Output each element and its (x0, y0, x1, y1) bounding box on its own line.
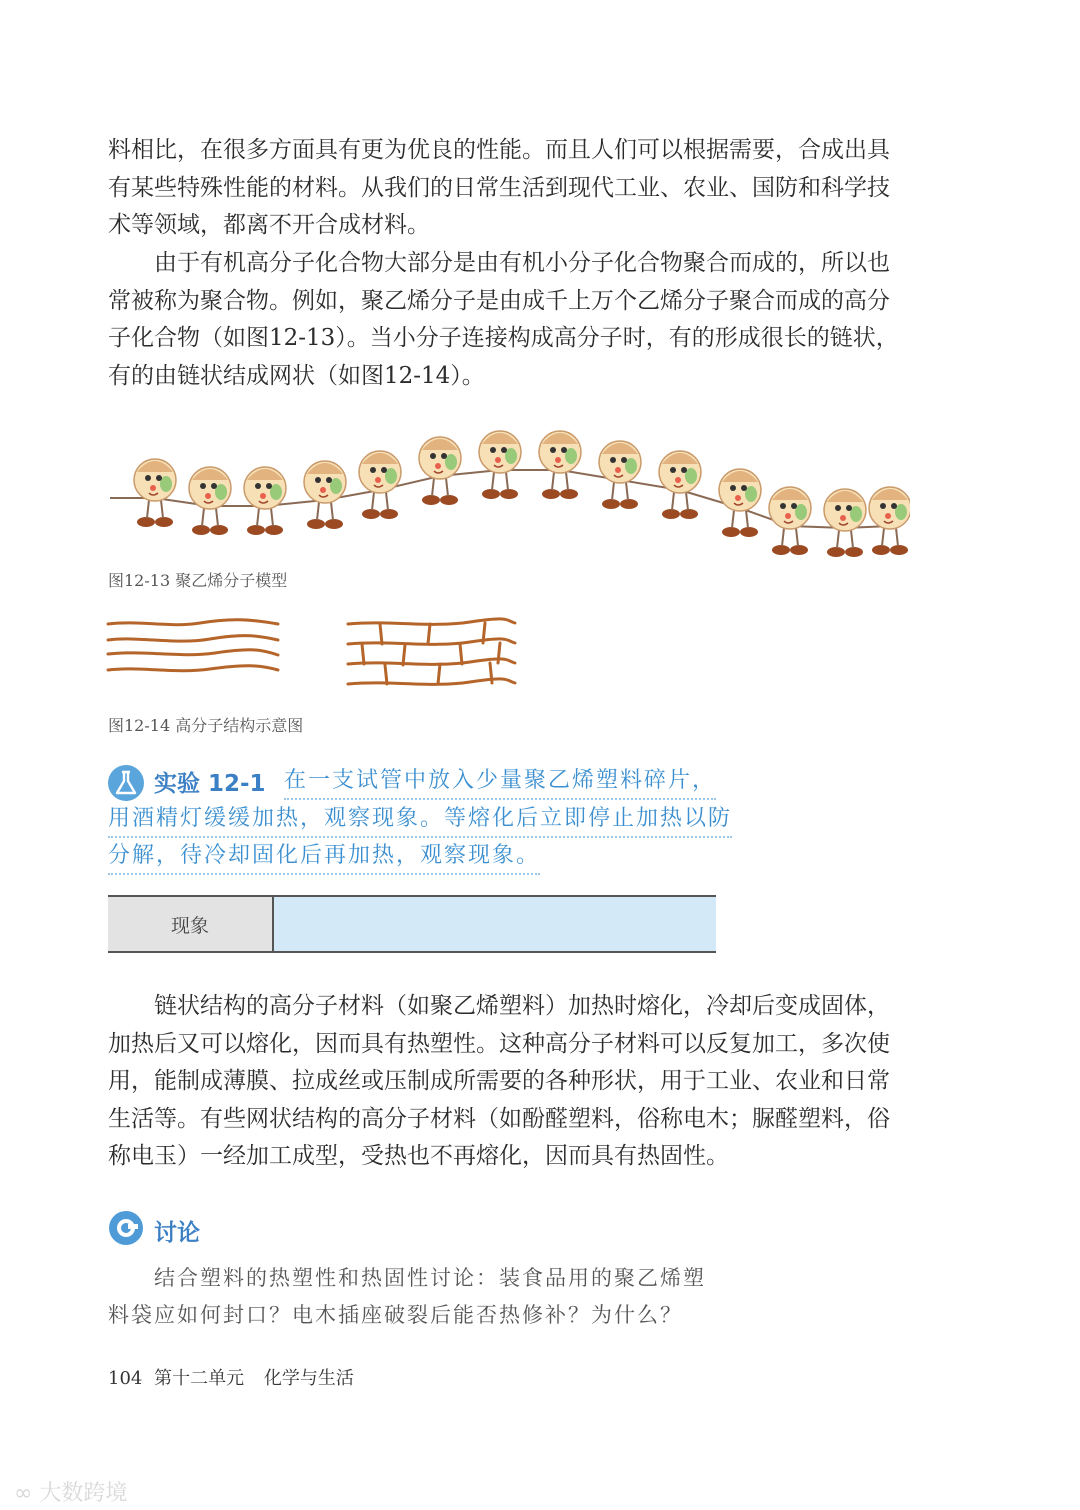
watermark-logo-icon: ∞ (14, 1481, 40, 1506)
crosslink (403, 645, 405, 665)
discussion-title: 讨论 (154, 1220, 200, 1246)
network-chain (348, 679, 515, 684)
discussion-text-line: 结合塑料的热塑性和热固性讨论：装食品用的聚乙烯塑 (108, 1266, 706, 1290)
molecule-figure (304, 461, 346, 529)
text-line: 料相比，在很多方面具有更为优良的性能。而且人们可以根据需要，合成出具 (108, 137, 890, 163)
text-line: 子化合物（如图12-13）。当小分子连接构成高分子时，有的形成很长的链状， (108, 325, 899, 351)
unit-name: 第十二单元 (154, 1368, 245, 1389)
text-line: 生活等。有些网状结构的高分子材料（如酚醛塑料，俗称电木；脲醛塑料，俗 (108, 1105, 890, 1132)
text-line: 链状结构的高分子材料（如聚乙烯塑料）加热时熔化，冷却后变成固体， (108, 993, 890, 1019)
topic-name: 化学与生活 (263, 1368, 354, 1389)
text-line: 术等领域，都离不开合成材料。 (108, 212, 430, 238)
linear-chain (108, 650, 278, 655)
text-line: 加热后又可以熔化，因而具有热塑性。这种高分子材料可以反复加工，多次使 (108, 1030, 890, 1057)
linear-chain (108, 636, 278, 642)
observation-table (108, 895, 716, 953)
molecule-figure (359, 451, 401, 519)
network-chain (348, 639, 515, 644)
linear-chain (108, 620, 278, 625)
text-line: 有的由链状结成网状（如图12-14）。 (108, 362, 485, 389)
paragraph-3 (108, 988, 923, 1176)
molecule-figure (869, 487, 910, 555)
text-line: 由于有机高分子化合物大部分是由有机小分子化合物聚合而成的，所以也 (108, 250, 890, 276)
experiment-text-line: 分解，待冷却固化后再加热，观察现象。 (108, 839, 540, 875)
text-line: 用，能制成薄膜、拉成丝或压制成所需要的各种形状，用于工业、农业和日常 (108, 1068, 890, 1094)
molecule-figure (769, 487, 811, 555)
observation-label: 现象 (108, 897, 274, 951)
polymer-structure-diagram (100, 612, 530, 697)
molecule-figure (479, 431, 521, 499)
crosslink (438, 664, 440, 684)
paragraph-2 (108, 245, 923, 395)
experiment-text-line: 用酒精灯缓缓加热，观察现象。等熔化后立即停止加热以防 (108, 802, 732, 838)
paragraph-1 (108, 132, 923, 245)
text-line: 有某些特殊性能的材料。从我们的日常生活到现代工业、农业、国防和科学技 (108, 174, 890, 201)
molecule-figure (719, 469, 761, 537)
text-line: 常被称为聚合物。例如，聚乙烯分子是由成千上万个乙烯分子聚合而成的高分 (108, 287, 890, 314)
molecule-figure (539, 431, 581, 499)
crosslink (460, 644, 462, 664)
flask-icon (108, 765, 144, 801)
experiment-title: 实验 12-1 (154, 771, 266, 797)
observation-answer-cell[interactable] (274, 897, 716, 951)
figure-caption-12-14: 图12-14 高分子结构示意图 (108, 716, 304, 735)
crosslink (498, 643, 500, 663)
crosslink (380, 624, 382, 644)
molecule-figure (244, 467, 286, 535)
molecule-figure (659, 451, 701, 519)
experiment-text-line: 在一支试管中放入少量聚乙烯塑料碎片， (284, 764, 716, 800)
page-footer (108, 1364, 354, 1390)
crosslink (362, 644, 364, 664)
molecule-figure (189, 467, 231, 535)
crosslink (428, 624, 430, 644)
molecule-figure (134, 459, 176, 527)
figure-caption-12-13: 图12-13 聚乙烯分子模型 (108, 571, 288, 590)
discussion-text-line: 料袋应如何封口？电木插座破裂后能否热修补？为什么？ (108, 1303, 683, 1327)
crosslink (483, 623, 485, 643)
text-line: 称电玉）一经加工成型，受热也不再熔化，因而具有热固性。 (108, 1143, 729, 1169)
network-chain (348, 619, 515, 624)
polyethylene-model-illustration (100, 410, 910, 570)
molecule-figure (599, 441, 641, 509)
molecule-figure (419, 437, 461, 505)
discussion-icon (108, 1210, 144, 1246)
page-number: 104 (108, 1368, 143, 1389)
molecule-figure (824, 489, 866, 557)
crosslink (385, 665, 387, 684)
linear-chain (108, 666, 278, 671)
crosslink (490, 663, 492, 683)
watermark: ∞ 大数跨境 (14, 1481, 128, 1506)
